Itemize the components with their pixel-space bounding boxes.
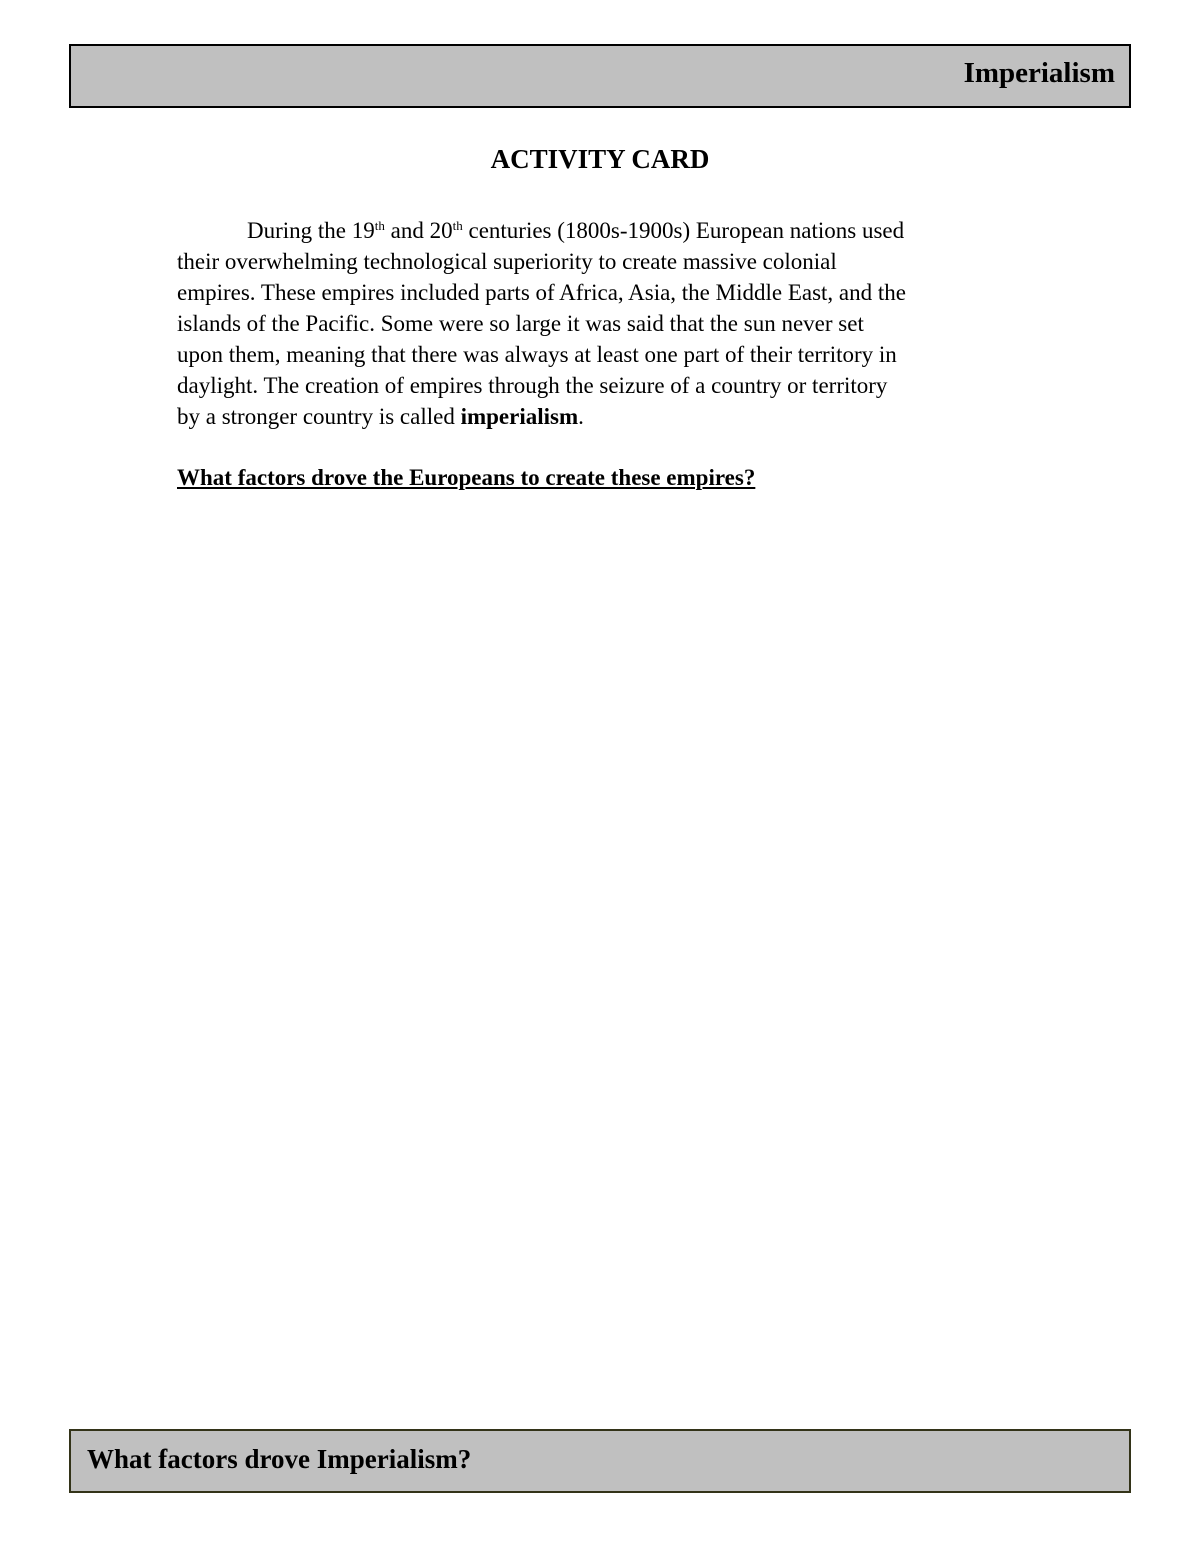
intro-line-6: daylight. The creation of empires through the seizure of a country or territory: [177, 373, 888, 398]
intro-text: During the 19: [247, 218, 375, 243]
intro-line-7: [177, 401, 1022, 432]
intro-line-5: upon them, meaning that there was always at least one part of their territory in: [177, 342, 897, 367]
intro-line-1: [177, 215, 1022, 246]
question-heading: What factors drove the Europeans to create these empires?: [177, 465, 756, 490]
header-title: Imperialism: [963, 57, 1115, 89]
ordinal-suffix: th: [452, 218, 463, 233]
intro-line-3: empires. These empires included parts of Africa, Asia, the Middle East, and the: [177, 280, 906, 305]
intro-text: by a stronger country is called: [177, 404, 461, 429]
intro-line-2: their overwhelming technological superiority to create massive colonial: [177, 249, 837, 274]
footer-bar: [69, 1429, 1131, 1493]
header-bar: [69, 44, 1131, 108]
intro-text: centuries (1800s-1900s) European nations used: [462, 218, 905, 243]
intro-text: .: [578, 404, 584, 429]
activity-card-title: ACTIVITY CARD: [490, 144, 710, 174]
intro-line-4: islands of the Pacific. Some were so large it was said that the sun never set: [177, 311, 864, 336]
footer-title: What factors drove Imperialism?: [87, 1444, 472, 1474]
intro-text: and 20: [384, 218, 453, 243]
intro-paragraph: [177, 215, 1022, 432]
key-term-imperialism: imperialism: [460, 404, 579, 429]
ordinal-suffix: th: [374, 218, 385, 233]
